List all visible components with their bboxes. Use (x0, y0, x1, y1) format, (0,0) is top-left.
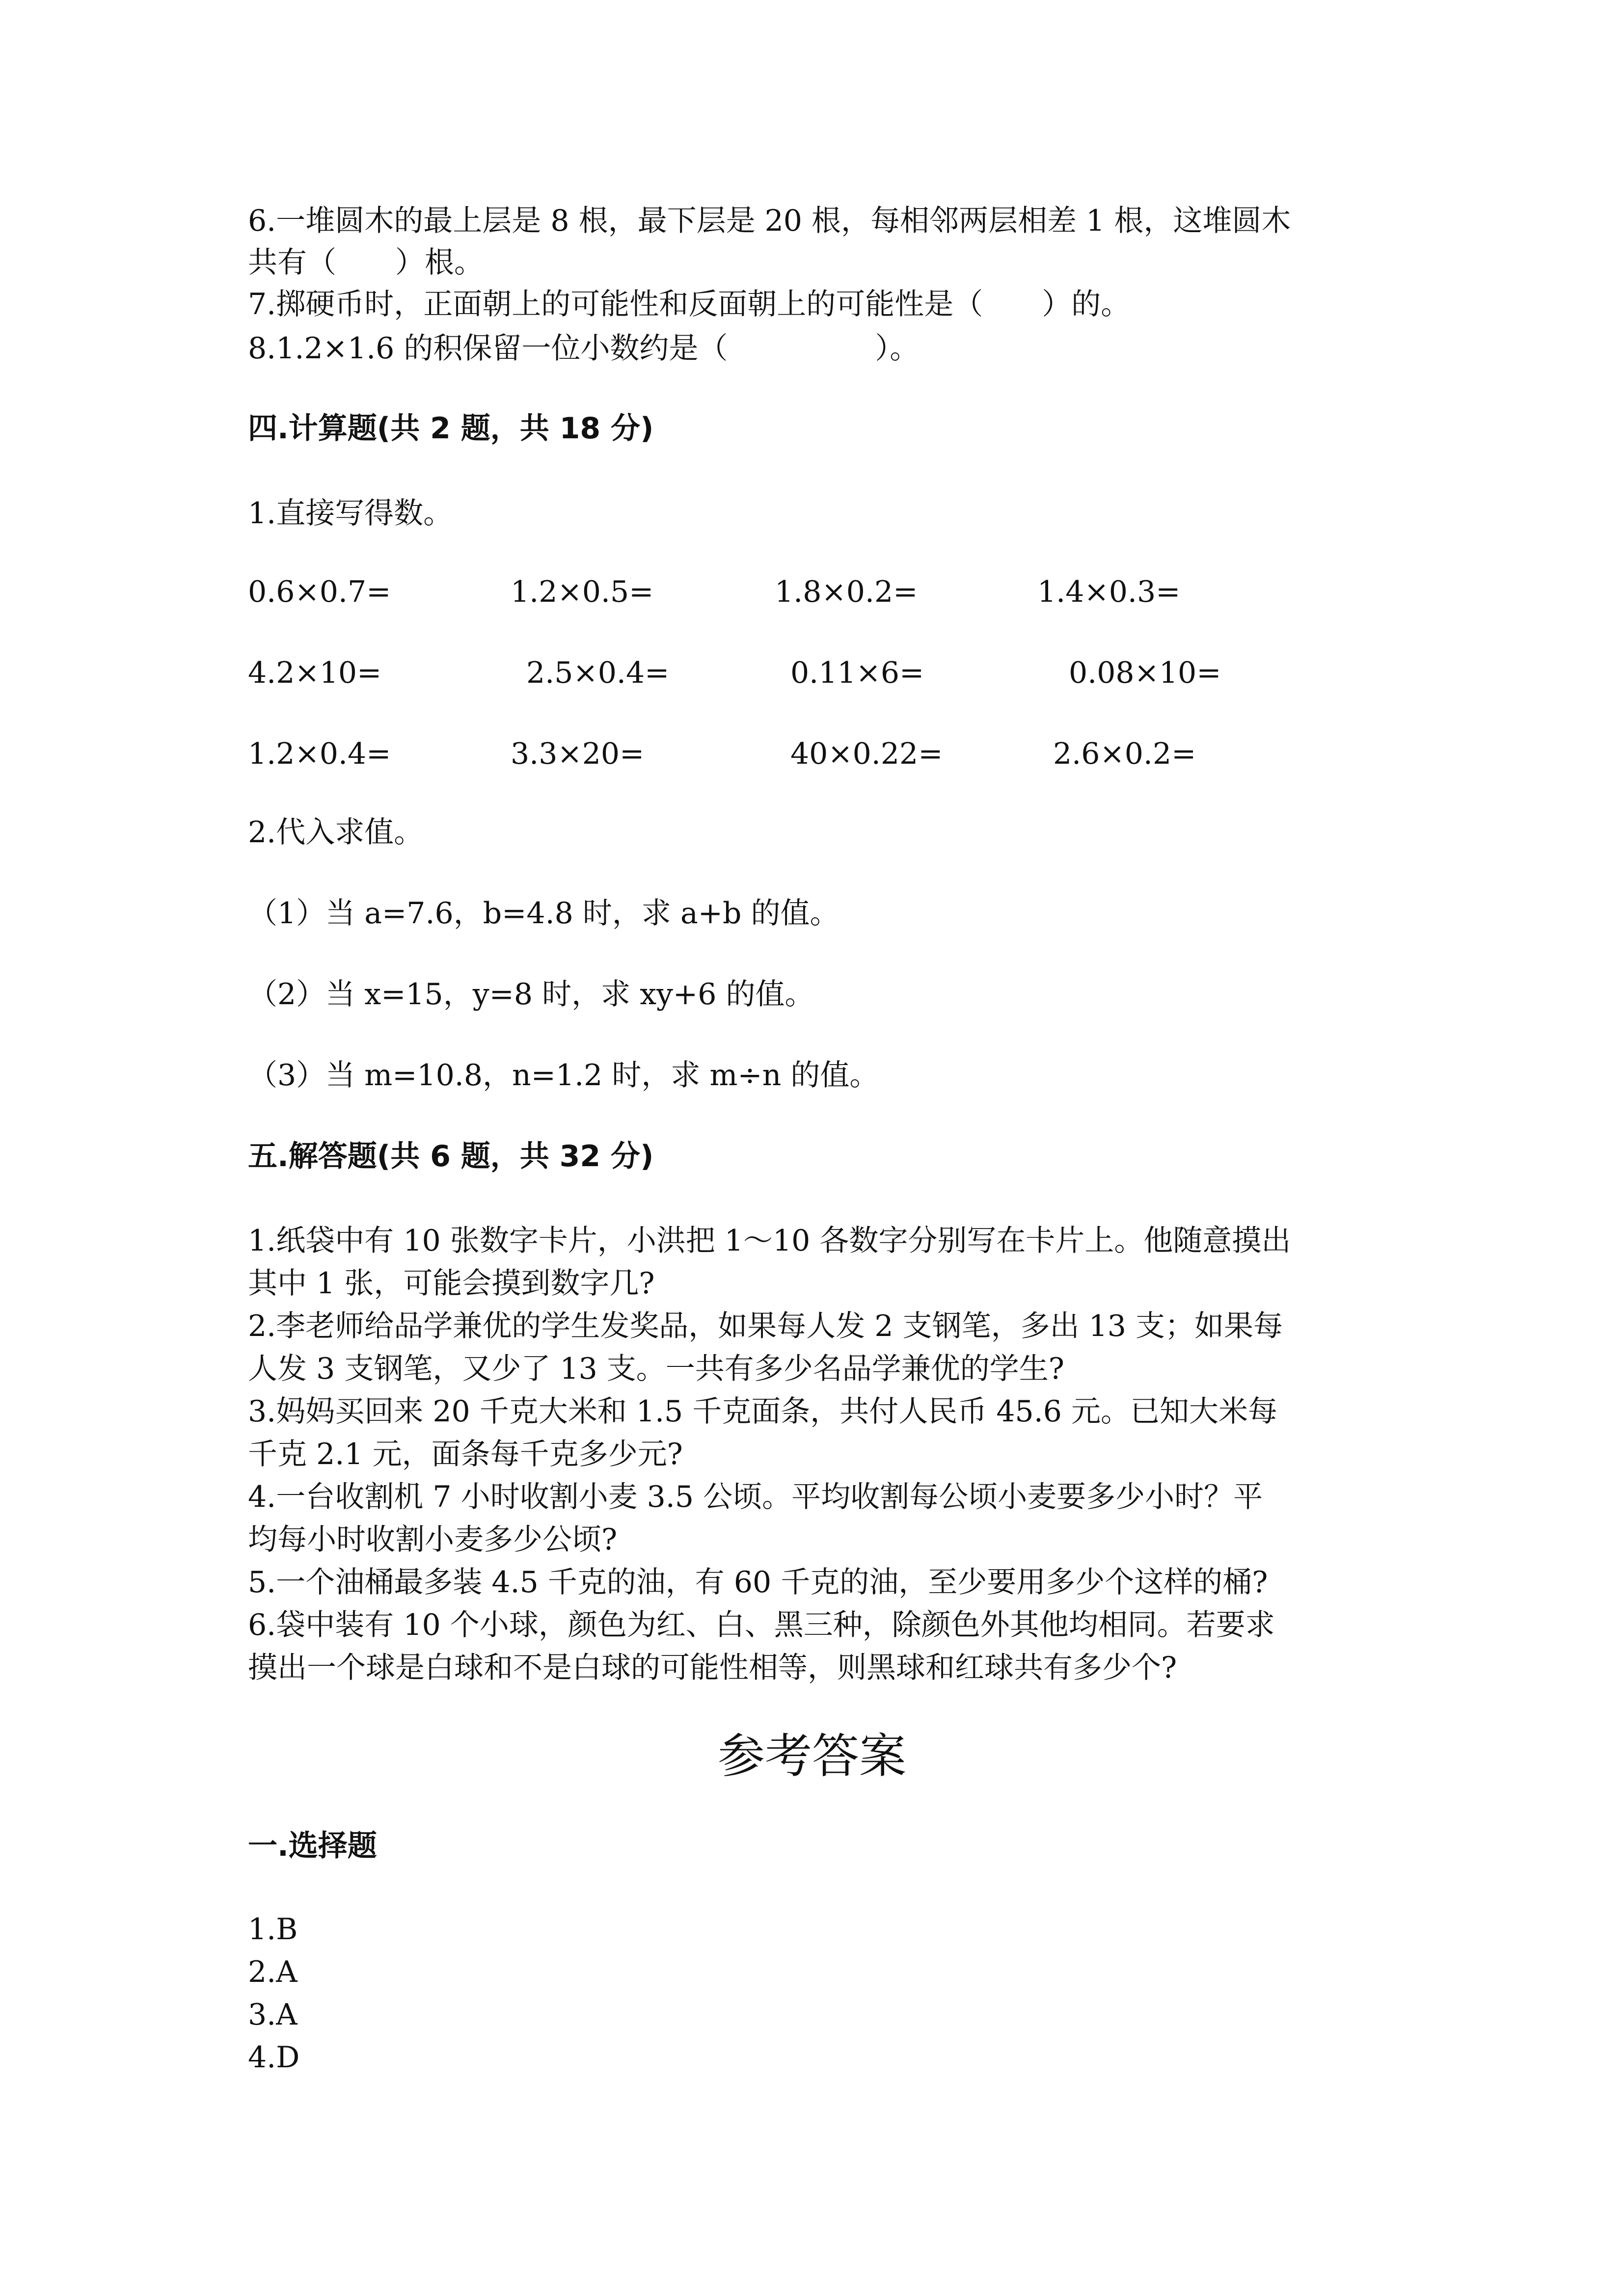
answer-item: 3.A (248, 1998, 298, 2032)
substitution-item-1: （1）当 a=7.6，b=4.8 时，求 a+b 的值。 (248, 896, 839, 931)
calc-cell: 1.2×0.5= (511, 575, 654, 609)
answer-item: 2.A (248, 1955, 298, 1989)
word-problem-line: 摸出一个球是白球和不是白球的可能性相等，则黑球和红球共有多少个? (248, 1651, 1177, 1685)
calc-cell: 3.3×20= (511, 737, 645, 771)
word-problem-line: 5.一个油桶最多装 4.5 千克的油，有 60 千克的油，至少要用多少个这样的桶? (248, 1565, 1268, 1600)
answer-item: 4.D (248, 2040, 300, 2075)
calc-cell: 4.2×10= (248, 656, 382, 690)
calc-q2-title: 2.代入求值。 (248, 815, 424, 850)
word-problem-line: 2.李老师给品学兼优的学生发奖品，如果每人发 2 支钢笔，多出 13 支；如果每 (248, 1309, 1283, 1343)
answer-item: 1.B (248, 1912, 298, 1947)
calc-cell: 0.08×10= (1069, 656, 1221, 690)
calc-q1-title: 1.直接写得数。 (248, 496, 453, 531)
word-problem-line: 其中 1 张，可能会摸到数字几? (248, 1266, 655, 1301)
answers-section-1-heading: 一.选择题 (248, 1829, 377, 1863)
word-problem-line: 1.纸袋中有 10 张数字卡片，小洪把 1～10 各数字分别写在卡片上。他随意摸出 (248, 1224, 1291, 1258)
word-problem-line: 6.袋中装有 10 个小球，颜色为红、白、黑三种，除颜色外其他均相同。若要求 (248, 1608, 1275, 1642)
question-6-line-2: 共有（ ）根。 (248, 245, 484, 280)
question-6-line-1: 6.一堆圆木的最上层是 8 根，最下层是 20 根，每相邻两层相差 1 根，这堆圆木 (248, 204, 1291, 238)
calc-cell: 2.5×0.4= (526, 656, 670, 690)
question-8: 8.1.2×1.6 的积保留一位小数约是（ ）。 (248, 331, 920, 366)
calc-cell: 1.8×0.2= (775, 575, 918, 609)
word-problem-line: 4.一台收割机 7 小时收割小麦 3.5 公顷。平均收割每公顷小麦要多少小时？平 (248, 1480, 1263, 1514)
calc-cell: 1.2×0.4= (248, 737, 391, 771)
calc-cell: 0.6×0.7= (248, 575, 391, 609)
substitution-item-2: （2）当 x=15，y=8 时，求 xy+6 的值。 (248, 977, 814, 1012)
word-problem-line: 千克 2.1 元，面条每千克多少元? (248, 1437, 683, 1471)
calc-cell: 1.4×0.3= (1037, 575, 1181, 609)
word-problem-line: 3.妈妈买回来 20 千克大米和 1.5 千克面条，共付人民币 45.6 元。已知大米每 (248, 1394, 1278, 1429)
calc-cell: 2.6×0.2= (1053, 737, 1196, 771)
substitution-item-3: （3）当 m=10.8，n=1.2 时，求 m÷n 的值。 (248, 1058, 879, 1093)
answer-key-title: 参考答案 (718, 1729, 906, 1784)
calc-cell: 0.11×6= (790, 656, 924, 690)
section-4-heading: 四.计算题(共 2 题，共 18 分) (248, 411, 654, 446)
section-5-heading: 五.解答题(共 6 题，共 32 分) (248, 1139, 654, 1174)
calc-cell: 40×0.22= (790, 737, 943, 771)
word-problem-line: 人发 3 支钢笔，又少了 13 支。一共有多少名品学兼优的学生? (248, 1352, 1064, 1386)
word-problem-line: 均每小时收割小麦多少公顷? (248, 1522, 618, 1557)
question-7: 7.掷硬币时，正面朝上的可能性和反面朝上的可能性是（ ）的。 (248, 287, 1131, 321)
